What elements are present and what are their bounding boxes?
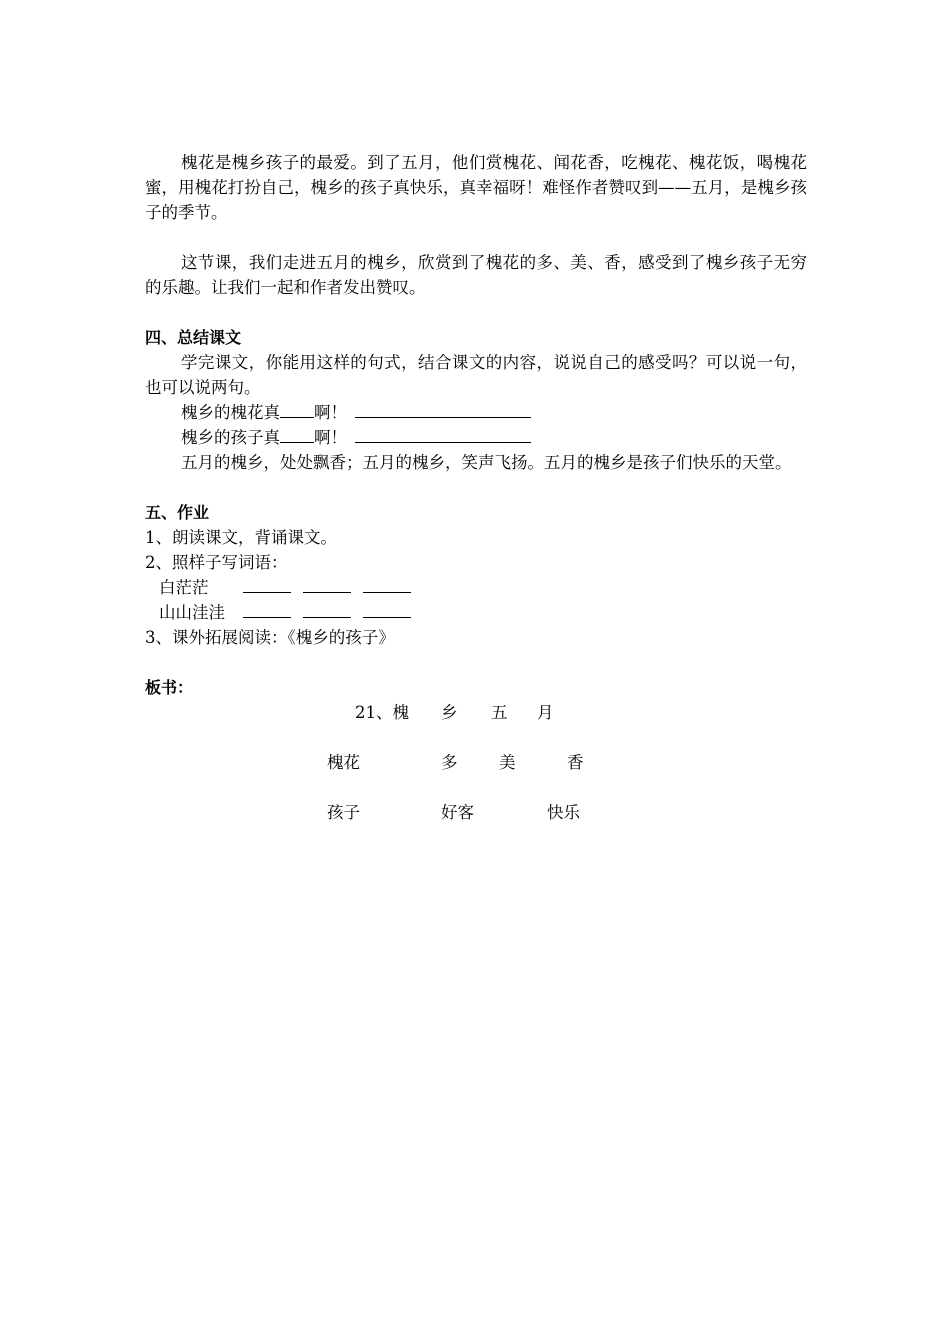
board-row1-item: 美: [499, 753, 516, 772]
summary-intro: 学完课文，你能用这样的句式，结合课文的内容，说说自己的感受吗？可以说一句，也可以说两句。: [145, 353, 807, 397]
pattern-1-suffix: 啊！: [314, 403, 347, 422]
section-heading-board: 板书：: [145, 678, 194, 697]
section-heading-summary: 四、总结课文: [145, 328, 242, 347]
spacer: [145, 650, 807, 675]
paragraph-conclusion: 这节课，我们走进五月的槐乡，欣赏到了槐花的多、美、香，感受到了槐乡孩子无穷的乐趣。让我们一起和作者发出赞叹。: [145, 253, 807, 297]
pattern-2-blank-word[interactable]: [280, 425, 314, 443]
word-sample-line-1: [145, 575, 807, 600]
board-row2-label: 孩子: [327, 803, 360, 822]
paragraph-summary: 槐花是槐乡孩子的最爱。到了五月，他们赏槐花、闻花香，吃槐花、槐花饭，喝槐花蜜，用槐花打扮自己，槐乡的孩子真快乐，真幸福呀！难怪作者赞叹到——五月，是槐乡孩子的季节。: [145, 153, 807, 222]
spacer: [145, 300, 807, 325]
word-blank[interactable]: [243, 600, 291, 618]
word-sample-line-2: [145, 600, 807, 625]
sample-word-2: 山山洼洼: [159, 603, 225, 622]
word-blank[interactable]: [363, 575, 411, 593]
homework-item-3: 3、课外拓展阅读：《槐乡的孩子》: [145, 628, 395, 647]
pattern-2-suffix: 啊！: [314, 428, 347, 447]
word-blank[interactable]: [243, 575, 291, 593]
pattern-2-blank-reason[interactable]: [355, 425, 531, 443]
board-title-char: 月: [537, 703, 554, 722]
spacer: [145, 225, 807, 250]
pattern-1-blank-word[interactable]: [280, 400, 314, 418]
blackboard-layout: [145, 700, 807, 860]
board-row2-item: 好客: [441, 803, 474, 822]
sentence-pattern-2: [145, 425, 807, 450]
board-row1-item: 多: [441, 753, 458, 772]
sentence-pattern-1: [145, 400, 807, 425]
pattern-1-prefix: 槐乡的槐花真: [181, 403, 280, 422]
word-blank[interactable]: [363, 600, 411, 618]
word-blank[interactable]: [303, 600, 351, 618]
spacer: [145, 475, 807, 500]
pattern-1-blank-reason[interactable]: [355, 400, 531, 418]
board-row1-item: 香: [567, 753, 584, 772]
board-row2-item: 快乐: [547, 803, 580, 822]
document-page: [145, 150, 807, 860]
board-title-number: 21、槐: [355, 703, 409, 722]
sample-word-1: 白茫茫: [159, 578, 209, 597]
board-title-char: 五: [491, 703, 508, 722]
word-blank[interactable]: [303, 575, 351, 593]
homework-item-1: 1、朗读课文，背诵课文。: [145, 528, 337, 547]
board-row1-label: 槐花: [327, 753, 360, 772]
board-title-char: 乡: [441, 703, 458, 722]
summary-closing: 五月的槐乡，处处飘香；五月的槐乡，笑声飞扬。五月的槐乡是孩子们快乐的天堂。: [181, 453, 792, 472]
section-heading-homework: 五、作业: [145, 503, 210, 522]
pattern-2-prefix: 槐乡的孩子真: [181, 428, 280, 447]
homework-item-2: 2、照样子写词语：: [145, 553, 288, 572]
